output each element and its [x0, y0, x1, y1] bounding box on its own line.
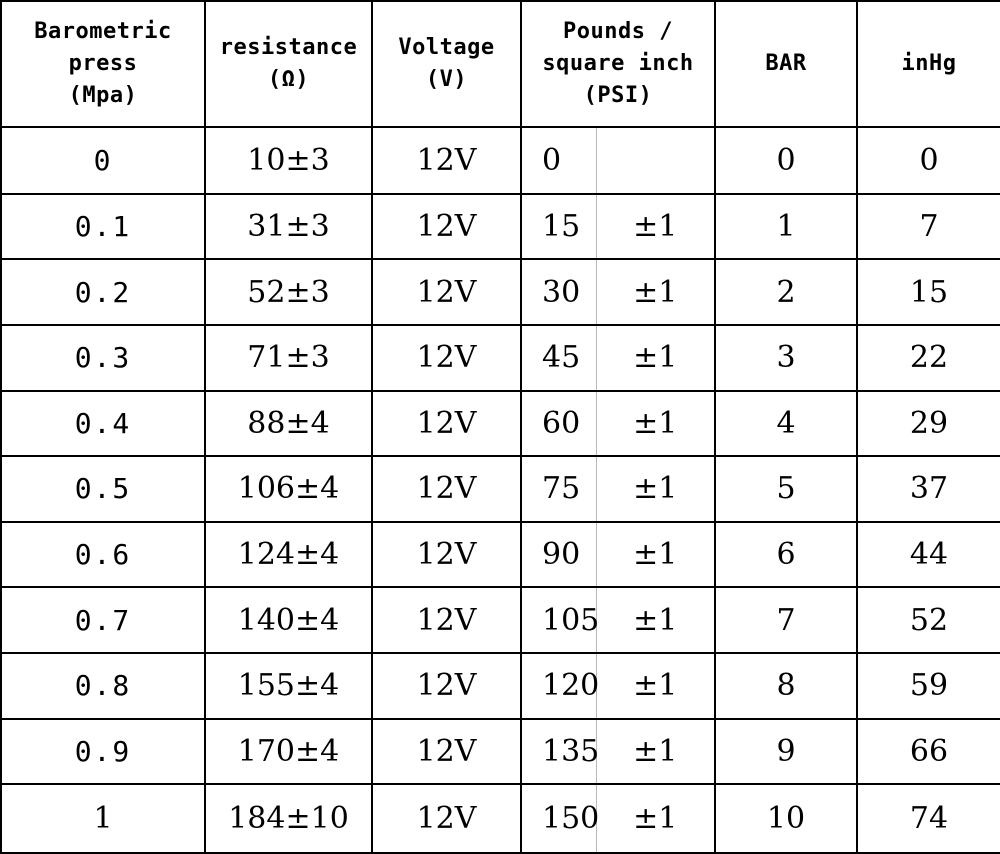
header-line: (PSI) [583, 82, 653, 108]
cell-resistance: 140±4 [205, 587, 372, 653]
cell-inhg: 22 [857, 325, 1000, 391]
cell-resistance: 31±3 [205, 194, 372, 260]
cell-psi-tolerance: ±1 [596, 653, 715, 719]
cell-psi-tolerance: ±1 [596, 456, 715, 522]
cell-psi: 120 [521, 653, 596, 719]
cell-inhg: 29 [857, 391, 1000, 457]
cell-psi: 90 [521, 522, 596, 588]
cell-inhg: 52 [857, 587, 1000, 653]
cell-bar: 8 [715, 653, 857, 719]
cell-bar: 4 [715, 391, 857, 457]
cell-psi: 15 [521, 194, 596, 260]
cell-pressure: 0.7 [1, 587, 205, 653]
header-line: Pounds / [563, 19, 673, 45]
cell-inhg: 66 [857, 719, 1000, 785]
cell-voltage: 12V [372, 719, 521, 785]
cell-resistance: 88±4 [205, 391, 372, 457]
cell-psi: 135 [521, 719, 596, 785]
cell-pressure: 0.4 [1, 391, 205, 457]
cell-voltage: 12V [372, 391, 521, 457]
cell-voltage: 12V [372, 522, 521, 588]
cell-psi-tolerance: ±1 [596, 719, 715, 785]
cell-resistance: 170±4 [205, 719, 372, 785]
cell-psi-tolerance: ±1 [596, 587, 715, 653]
cell-pressure: 0.9 [1, 719, 205, 785]
cell-pressure: 0.2 [1, 259, 205, 325]
cell-inhg: 7 [857, 194, 1000, 260]
cell-voltage: 12V [372, 653, 521, 719]
cell-psi-tolerance: ±1 [596, 784, 715, 853]
cell-resistance: 52±3 [205, 259, 372, 325]
header-line: Barometric [34, 19, 172, 45]
header-voltage [372, 1, 521, 127]
header-line: square inch [542, 51, 694, 77]
header-line: resistance [219, 35, 358, 61]
cell-psi: 45 [521, 325, 596, 391]
cell-bar: 6 [715, 522, 857, 588]
cell-bar: 7 [715, 587, 857, 653]
cell-psi: 105 [521, 587, 596, 653]
cell-pressure: 1 [1, 784, 205, 853]
cell-pressure: 0 [1, 127, 205, 194]
cell-resistance: 155±4 [205, 653, 372, 719]
cell-resistance: 71±3 [205, 325, 372, 391]
header-row [1, 1, 1000, 127]
header-line: press [68, 51, 138, 77]
table-row [1, 456, 1000, 522]
cell-bar: 0 [715, 127, 857, 194]
table-row [1, 784, 1000, 853]
cell-psi-tolerance [596, 127, 715, 194]
cell-bar: 2 [715, 259, 857, 325]
header-line: Voltage [398, 35, 495, 61]
cell-inhg: 74 [857, 784, 1000, 853]
cell-psi-tolerance: ±1 [596, 325, 715, 391]
header-psi [521, 1, 715, 127]
cell-pressure: 0.5 [1, 456, 205, 522]
header-line: (Mpa) [68, 82, 138, 108]
table-row [1, 259, 1000, 325]
cell-psi-tolerance: ±1 [596, 259, 715, 325]
cell-pressure: 0.1 [1, 194, 205, 260]
cell-resistance: 124±4 [205, 522, 372, 588]
cell-psi: 60 [521, 391, 596, 457]
header-resistance [205, 1, 372, 127]
header-line: (V) [425, 67, 468, 92]
cell-voltage: 12V [372, 587, 521, 653]
cell-bar: 10 [715, 784, 857, 853]
cell-psi: 75 [521, 456, 596, 522]
cell-voltage: 12V [372, 127, 521, 194]
cell-inhg: 0 [857, 127, 1000, 194]
header-barometric-press [1, 1, 205, 127]
cell-voltage: 12V [372, 259, 521, 325]
cell-psi-tolerance: ±1 [596, 391, 715, 457]
header-bar: BAR [715, 1, 857, 127]
cell-bar: 3 [715, 325, 857, 391]
table-row [1, 194, 1000, 260]
cell-inhg: 15 [857, 259, 1000, 325]
cell-pressure: 0.6 [1, 522, 205, 588]
cell-pressure: 0.3 [1, 325, 205, 391]
cell-bar: 1 [715, 194, 857, 260]
cell-voltage: 12V [372, 194, 521, 260]
cell-psi-tolerance: ±1 [596, 194, 715, 260]
header-line: (Ω) [267, 67, 310, 92]
cell-psi: 150 [521, 784, 596, 853]
cell-voltage: 12V [372, 456, 521, 522]
cell-resistance: 10±3 [205, 127, 372, 194]
header-inhg: inHg [857, 1, 1000, 127]
cell-resistance: 106±4 [205, 456, 372, 522]
table-row [1, 391, 1000, 457]
cell-psi: 0 [521, 127, 596, 194]
cell-psi-tolerance: ±1 [596, 522, 715, 588]
cell-inhg: 59 [857, 653, 1000, 719]
table-row [1, 127, 1000, 194]
cell-inhg: 37 [857, 456, 1000, 522]
table-row [1, 587, 1000, 653]
cell-bar: 5 [715, 456, 857, 522]
cell-pressure: 0.8 [1, 653, 205, 719]
cell-voltage: 12V [372, 325, 521, 391]
table-row [1, 325, 1000, 391]
cell-bar: 9 [715, 719, 857, 785]
cell-psi: 30 [521, 259, 596, 325]
table-row [1, 719, 1000, 785]
cell-voltage: 12V [372, 784, 521, 853]
cell-resistance: 184±10 [205, 784, 372, 853]
table-row [1, 653, 1000, 719]
table-row [1, 522, 1000, 588]
cell-inhg: 44 [857, 522, 1000, 588]
